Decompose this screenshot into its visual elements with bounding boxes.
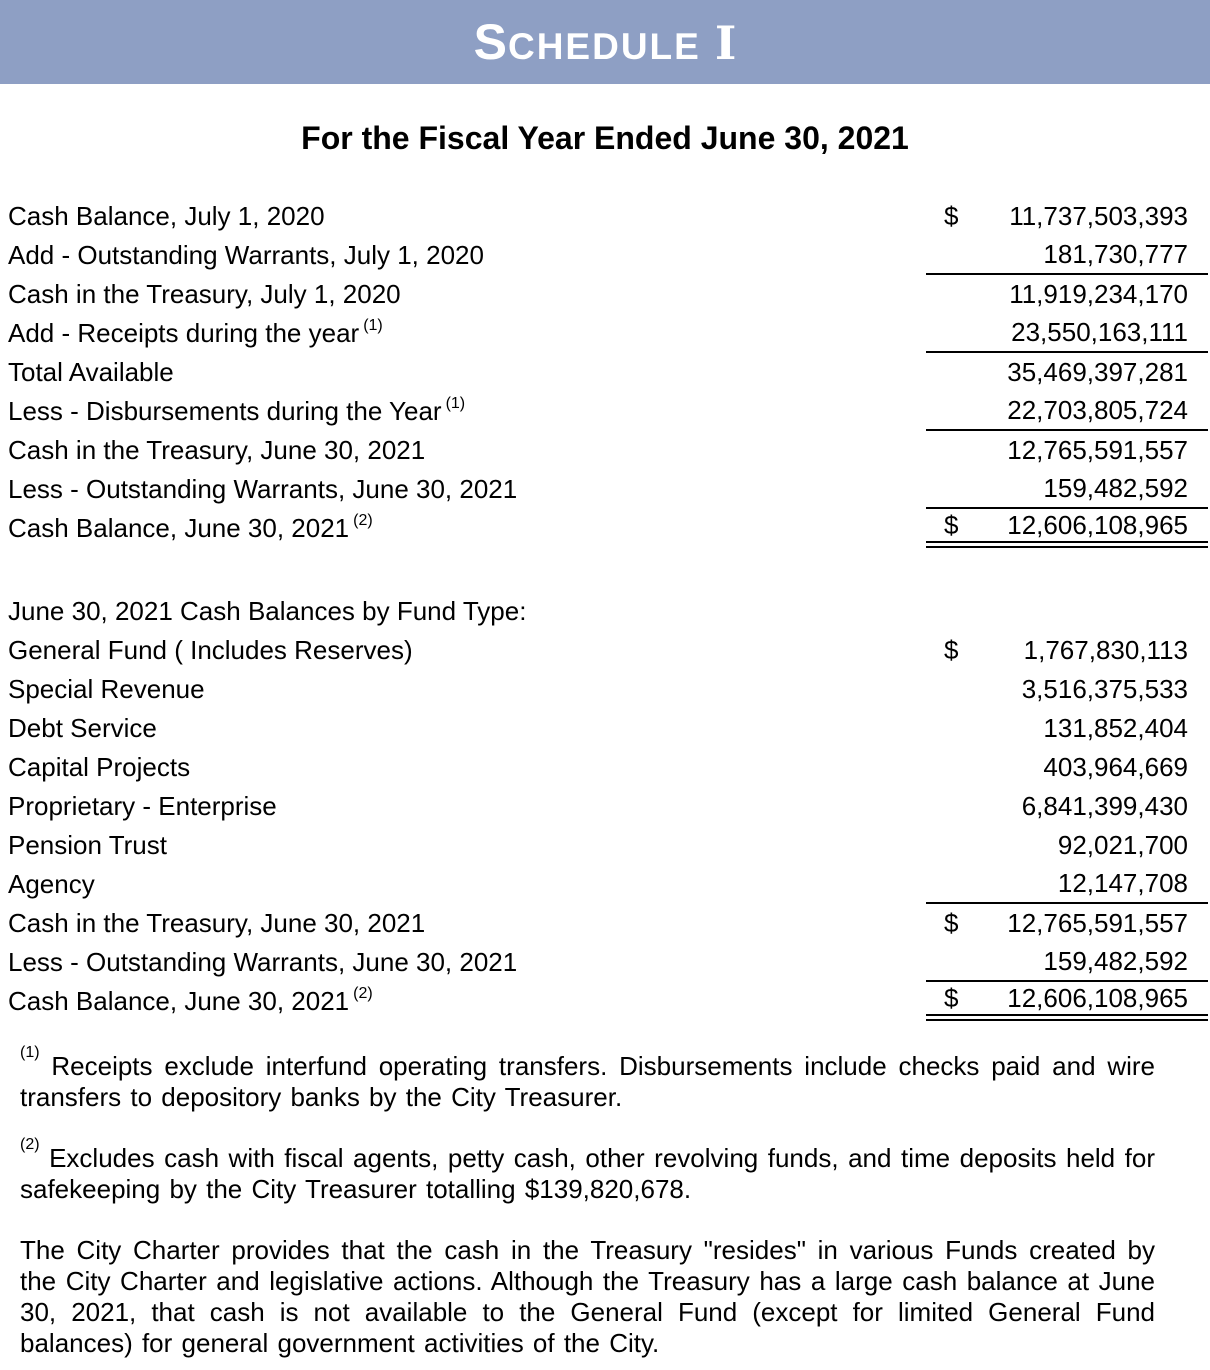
table-row	[0, 353, 1210, 392]
row-amount	[926, 236, 1208, 275]
table-row	[0, 470, 1210, 509]
row-amount	[926, 275, 1208, 314]
table-row	[0, 709, 1210, 748]
row-label	[0, 353, 926, 392]
amount-value: 11,737,503,393	[1009, 201, 1188, 231]
row-label-text: Less - Disbursements during the Year	[8, 396, 442, 426]
row-label-text: Add - Receipts during the year	[8, 318, 360, 348]
row-label-text: Cash in the Treasury, July 1, 2020	[8, 279, 401, 309]
row-amount	[926, 904, 1208, 943]
row-amount	[926, 943, 1208, 982]
table-row	[0, 826, 1210, 865]
table-row	[0, 943, 1210, 982]
footnote-text: Excludes cash with fiscal agents, petty cash, other revolving funds, and time deposits held for safekeeping by the City Treasurer totalling $139,820,678.	[20, 1143, 1156, 1204]
table-row	[0, 865, 1210, 904]
row-label	[0, 197, 926, 236]
currency-symbol: $	[944, 908, 959, 938]
amount-value: 1,767,830,113	[1023, 635, 1188, 665]
amount-value: 92,021,700	[1057, 830, 1188, 860]
amount-value: 12,765,591,557	[1007, 908, 1188, 938]
row-label-text: Special Revenue	[8, 674, 205, 704]
row-amount	[926, 431, 1208, 470]
amount-value: 12,765,591,557	[1007, 435, 1188, 465]
row-label-text: Capital Projects	[8, 752, 191, 782]
table-row	[0, 748, 1210, 787]
table-row	[0, 787, 1210, 826]
section-heading	[0, 592, 926, 631]
amount-value: 12,606,108,965	[1007, 982, 1188, 1013]
row-label: Cash Balance, June 30, 2021 $^{(2)}$	[8, 511, 373, 543]
row-label-text: Cash Balance, June 30, 2021	[8, 513, 350, 543]
amount-value: 181,730,777	[1043, 239, 1188, 269]
row-label	[0, 748, 926, 787]
cash-balance-table	[0, 197, 1210, 548]
currency-symbol: $	[944, 509, 959, 540]
row-label-text: Proprietary - Enterprise	[8, 791, 277, 821]
table-row	[0, 197, 1210, 236]
row-label-text: Cash in the Treasury, June 30, 2021	[8, 908, 426, 938]
amount-value: 23,550,163,111	[1011, 317, 1188, 347]
row-amount	[926, 865, 1208, 904]
row-amount	[926, 509, 1208, 548]
row-label	[0, 670, 926, 709]
footnote-text: Receipts exclude interfund operating transfers. Disbursements include checks paid and wire transfers to depository banks by the City Treasurer.	[20, 1051, 1156, 1112]
fiscal-year-subtitle: For the Fiscal Year Ended June 30, 2021	[301, 120, 909, 156]
row-label: Less - Disbursements during the Year $^{(1)}$	[8, 394, 466, 426]
row-amount	[926, 314, 1208, 353]
amount-value: 12,147,708	[1057, 868, 1188, 898]
row-amount	[926, 470, 1208, 509]
schedule-banner	[0, 0, 1210, 84]
row-label	[0, 709, 926, 748]
row-amount	[926, 709, 1208, 748]
row-label-text: Debt Service	[8, 713, 157, 743]
row-label-text: Add - Outstanding Warrants, July 1, 2020	[8, 240, 484, 270]
section-heading-text: June 30, 2021 Cash Balances by Fund Type:	[8, 596, 527, 626]
table-row	[0, 509, 1210, 548]
table-row	[0, 314, 1210, 353]
currency-symbol: $	[944, 201, 959, 231]
title-lead-letter: S	[473, 14, 508, 70]
amount-value: 403,964,669	[1043, 752, 1188, 782]
currency-symbol: $	[944, 635, 959, 665]
row-label	[0, 826, 926, 865]
page-title	[474, 13, 737, 71]
amount-value: 159,482,592	[1043, 473, 1188, 503]
closing-paragraph: The City Charter provides that the cash in the Treasury "resides" in various Funds created by the City Charter and legislative actions. Although the Treasury has a large cash balance at June 30, 2021, that cash is not available to the General Fund (except for limited General Fund balances) for general government activities of the City.	[20, 1235, 1155, 1358]
row-label-text: Total Available	[8, 357, 174, 387]
table-row	[0, 631, 1210, 670]
row-label	[0, 943, 926, 982]
table-row	[0, 392, 1210, 431]
footnote-marker: (2)	[20, 1136, 40, 1154]
row-amount	[926, 982, 1208, 1021]
table-row	[0, 982, 1210, 1021]
amount-value: 22,703,805,724	[1007, 395, 1188, 425]
footnote-2	[20, 1136, 1156, 1205]
row-amount	[926, 197, 1208, 236]
title-roman-numeral: I	[714, 16, 737, 70]
row-label	[0, 431, 926, 470]
row-label: Cash Balance, June 30, 2021 $^{(2)}$	[8, 984, 373, 1016]
table-row	[0, 670, 1210, 709]
amount-value: 11,919,234,170	[1009, 279, 1188, 309]
footnote-1	[20, 1044, 1156, 1113]
row-amount	[926, 826, 1208, 865]
amount-value: 3,516,375,533	[1021, 674, 1188, 704]
row-amount	[926, 748, 1208, 787]
amount-value: 131,852,404	[1043, 713, 1188, 743]
table-row	[0, 904, 1210, 943]
row-amount	[926, 592, 1208, 631]
row-amount	[926, 353, 1208, 392]
row-label-text: Pension Trust	[8, 830, 167, 860]
table-row	[0, 236, 1210, 275]
row-amount	[926, 670, 1208, 709]
row-amount	[926, 787, 1208, 826]
row-label-text: Cash in the Treasury, June 30, 2021	[8, 435, 426, 465]
table-row	[0, 275, 1210, 314]
row-label	[0, 275, 926, 314]
row-label: Add - Receipts during the year $^{(1)}$	[8, 316, 383, 348]
row-label-text: Less - Outstanding Warrants, June 30, 2021	[8, 474, 518, 504]
row-amount	[926, 392, 1208, 431]
row-label-text: Cash Balance, July 1, 2020	[8, 201, 325, 231]
footnote-marker: (1)	[20, 1044, 40, 1062]
amount-value: 35,469,397,281	[1007, 357, 1188, 387]
table-row	[0, 431, 1210, 470]
fund-type-table	[0, 592, 1210, 1021]
title-rest: CHEDULE	[507, 26, 701, 67]
footnotes	[20, 1044, 1156, 1205]
amount-value: 159,482,592	[1043, 946, 1188, 976]
row-label	[0, 631, 926, 670]
amount-value: 6,841,399,430	[1021, 791, 1188, 821]
row-label	[0, 904, 926, 943]
row-label-text: Agency	[8, 869, 95, 899]
row-amount	[926, 631, 1208, 670]
row-label	[0, 470, 926, 509]
row-label-text: Less - Outstanding Warrants, June 30, 2021	[8, 947, 518, 977]
row-label	[0, 865, 926, 904]
currency-symbol: $	[944, 982, 959, 1013]
amount-value: 12,606,108,965	[1007, 509, 1188, 540]
table-section-heading-row	[0, 592, 1210, 631]
row-label	[0, 236, 926, 275]
row-label-text: Cash Balance, June 30, 2021	[8, 986, 350, 1016]
row-label	[0, 787, 926, 826]
row-label-text: General Fund ( Includes Reserves)	[8, 635, 413, 665]
